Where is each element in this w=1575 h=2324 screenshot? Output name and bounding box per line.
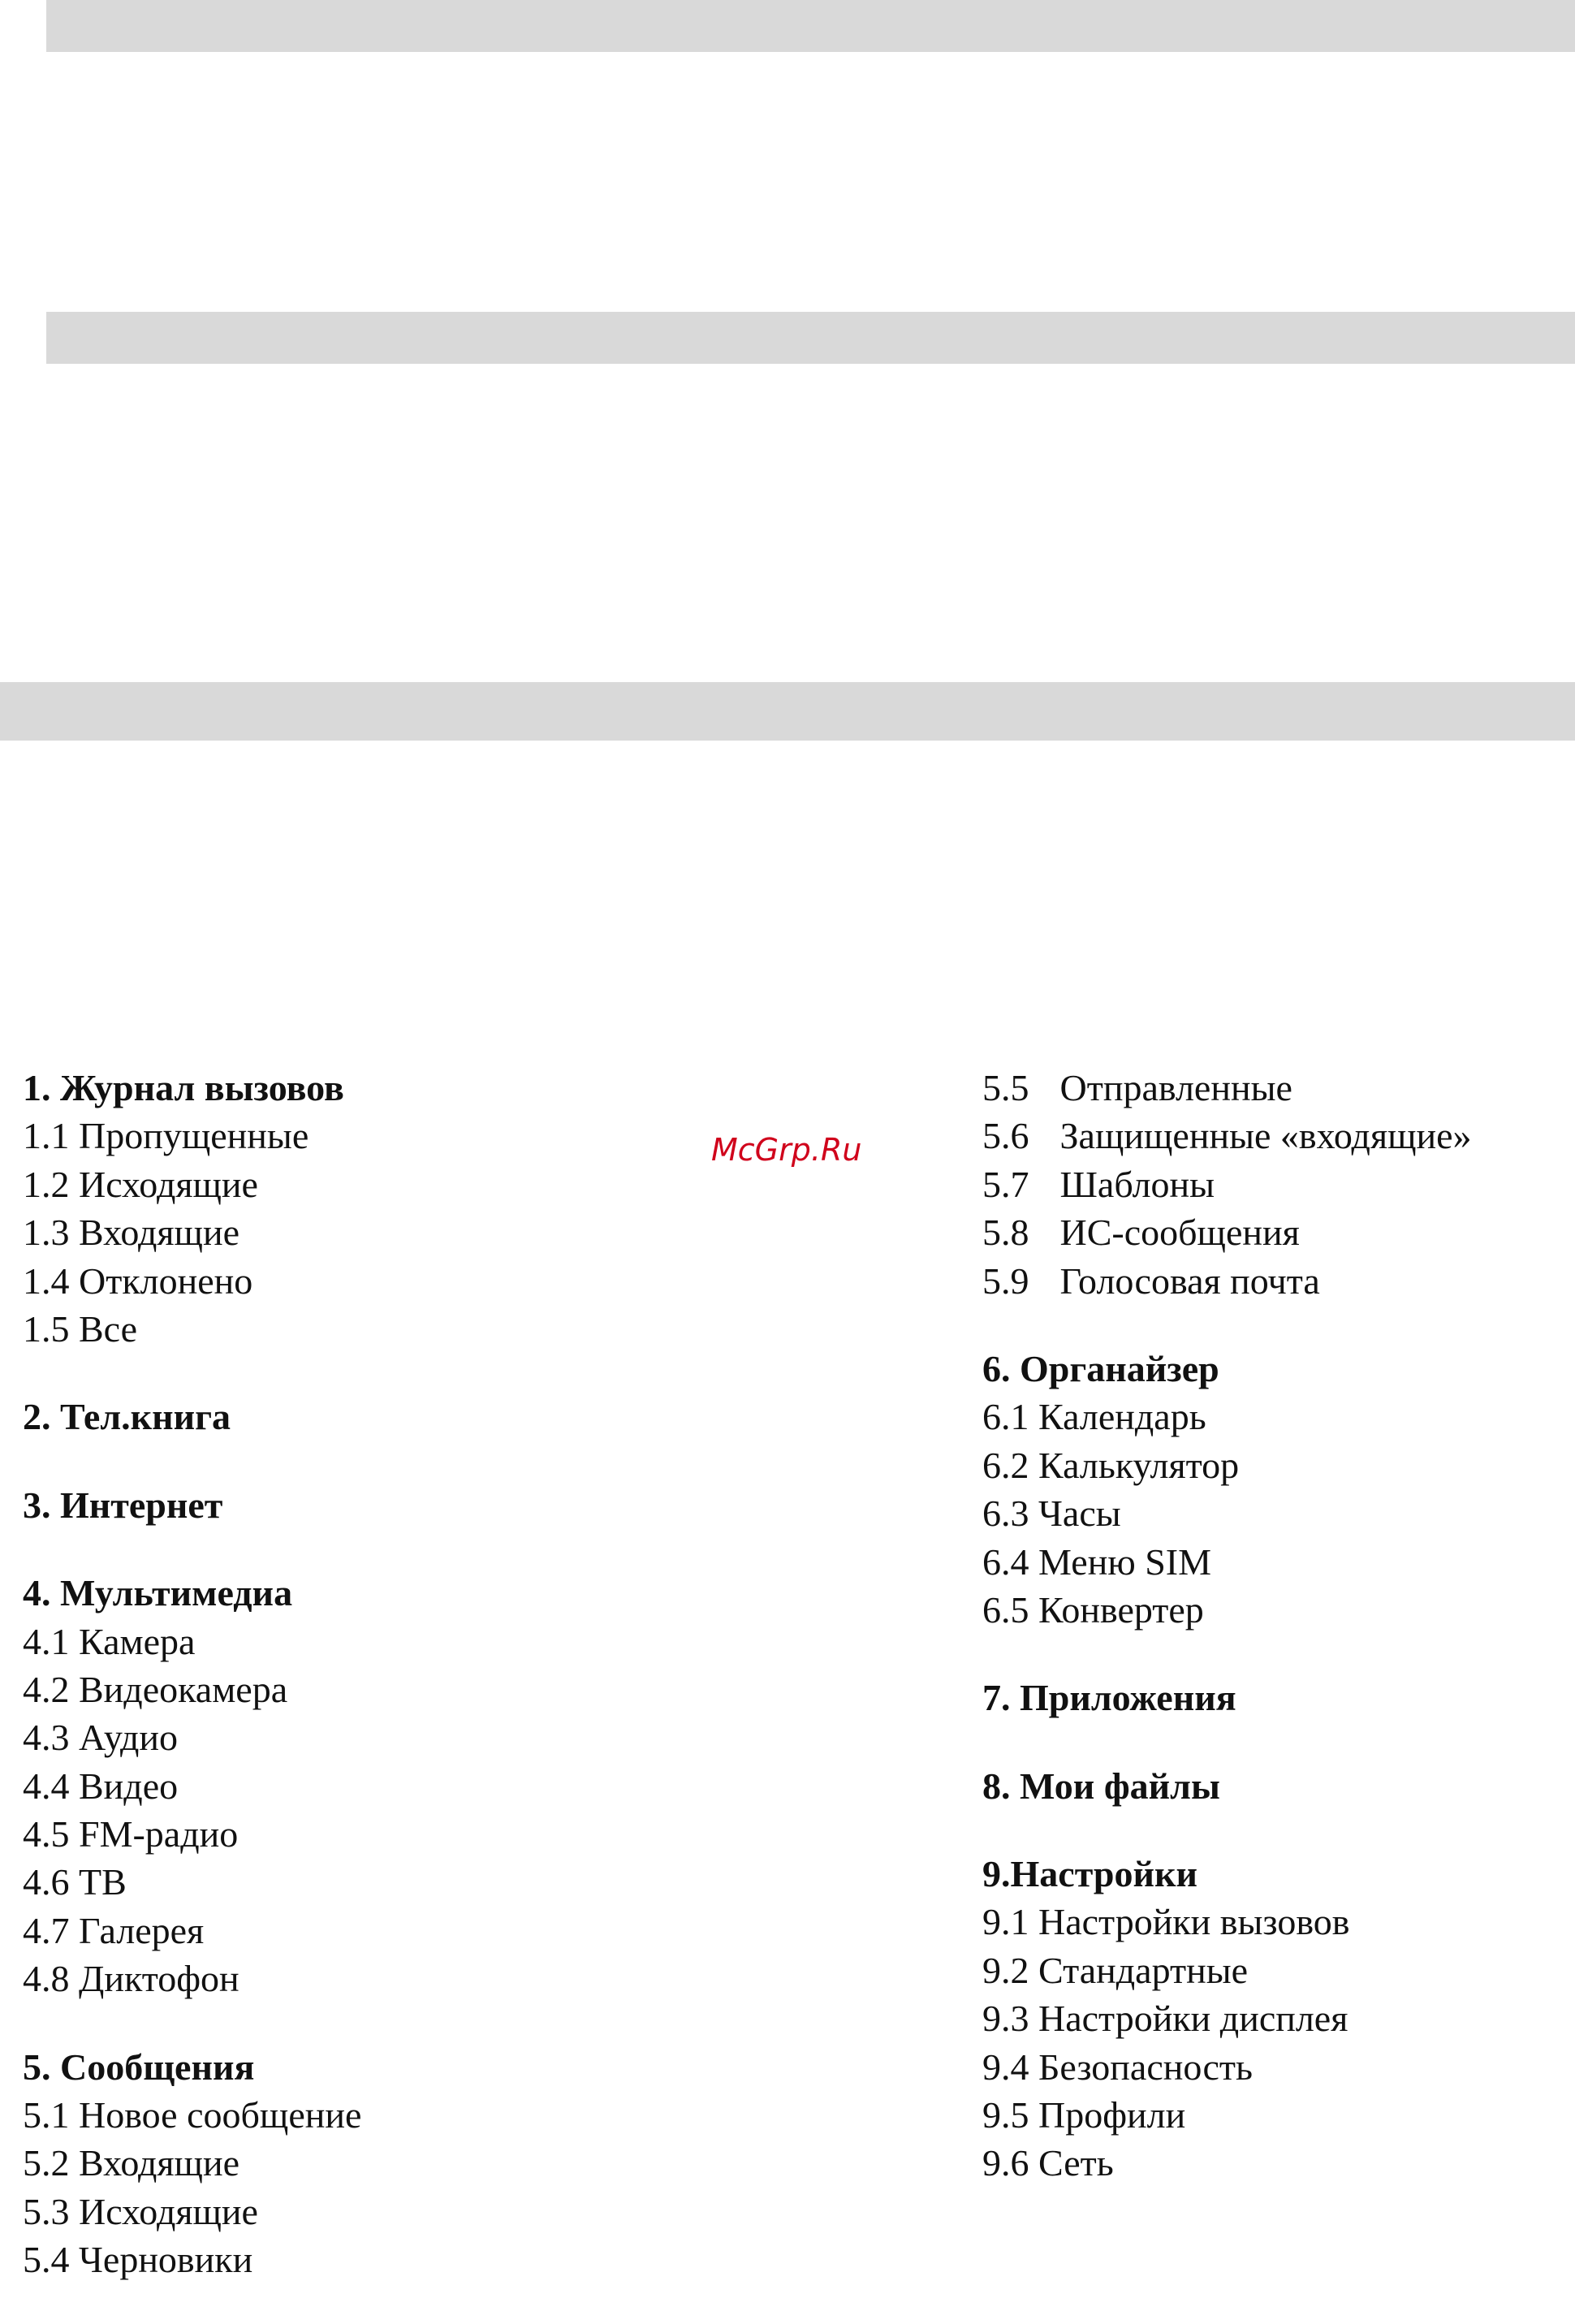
menu-item-label: Сеть	[1038, 2142, 1114, 2184]
menu-item-number: 5.1	[23, 2094, 70, 2136]
menu-item	[982, 1946, 1567, 1994]
menu-section	[982, 1345, 1567, 1634]
menu-item-number: 5.6	[982, 1115, 1029, 1157]
menu-column-left	[23, 1064, 688, 2324]
menu-item-label: Новое сообщение	[79, 2094, 362, 2136]
menu-item	[23, 1907, 688, 1955]
menu-item	[23, 1305, 688, 1353]
menu-item-number: 1.4	[23, 1259, 70, 1302]
menu-item	[982, 1064, 1567, 1112]
menu-item-label: Входящие	[79, 2142, 240, 2184]
menu-item-label: Аудио	[79, 1717, 179, 1759]
menu-item-label: Защищенные «входящие»	[1059, 1115, 1472, 1157]
menu-item-number: 4.8	[23, 1958, 70, 2000]
menu-item-number: 6.4	[982, 1540, 1029, 1583]
menu-section	[982, 1762, 1567, 1810]
menu-item	[23, 2188, 688, 2235]
menu-section-heading: 9.Настройки	[982, 1853, 1197, 1895]
menu-section-heading: 7. Приложения	[982, 1677, 1236, 1719]
menu-item-number: 4.7	[23, 1909, 70, 1951]
menu-item	[23, 1810, 688, 1858]
menu-item-label: Камера	[79, 1620, 196, 1662]
menu-item-number: 5.7	[982, 1163, 1029, 1205]
menu-section-heading: 2. Тел.книга	[23, 1396, 231, 1438]
menu-item-number: 4.4	[23, 1765, 70, 1807]
menu-item	[982, 1441, 1567, 1489]
menu-item-label: Часы	[1038, 1492, 1121, 1535]
menu-item	[23, 2235, 688, 2283]
menu-item-label: Стандартные	[1038, 1949, 1249, 1991]
menu-item	[23, 1955, 688, 2002]
menu-item-number: 1.3	[23, 1212, 70, 1254]
menu-item	[23, 1257, 688, 1305]
menu-item-label: Отклонено	[79, 1259, 253, 1302]
menu-item-number: 4.6	[23, 1861, 70, 1903]
menu-item-label: Исходящие	[79, 1163, 258, 1205]
menu-column-right	[982, 1064, 1567, 2227]
menu-item-label: ТВ	[79, 1861, 127, 1903]
menu-item	[23, 1160, 688, 1208]
menu-section	[23, 2043, 688, 2284]
menu-item-label: Безопасность	[1038, 2045, 1254, 2088]
menu-item-label: Календарь	[1038, 1396, 1206, 1438]
menu-section	[23, 1393, 688, 1441]
menu-item	[982, 2139, 1567, 2187]
menu-item	[982, 1257, 1567, 1305]
menu-item-label: Меню SIM	[1038, 1540, 1211, 1583]
menu-item	[982, 2091, 1567, 2139]
menu-section-heading: 1. Журнал вызовов	[23, 1067, 344, 1108]
gray-band-lower	[0, 682, 1575, 741]
menu-item-label: FM-радио	[79, 1813, 239, 1855]
menu-section-heading: 5. Сообщения	[23, 2045, 255, 2088]
watermark: McGrp.Ru	[711, 1132, 862, 1168]
menu-item-label: Исходящие	[79, 2190, 258, 2232]
menu-item-label: Диктофон	[79, 1958, 239, 2000]
menu-item-label: Видеокамера	[79, 1668, 288, 1710]
menu-section-heading: 6. Органайзер	[982, 1347, 1219, 1389]
menu-item	[982, 1160, 1567, 1208]
menu-item-label: Отправленные	[1059, 1067, 1292, 1108]
menu-item-label: Пропущенные	[79, 1115, 309, 1157]
menu-item-number: 4.2	[23, 1668, 70, 1710]
menu-item-number: 9.6	[982, 2142, 1029, 2184]
menu-item-label: Голосовая почта	[1059, 1259, 1320, 1302]
menu-item-number: 9.2	[982, 1949, 1029, 1991]
menu-item	[982, 1112, 1567, 1160]
menu-item	[23, 2091, 688, 2139]
menu-section-heading: 8. Мои файлы	[982, 1765, 1220, 1807]
menu-item	[23, 1665, 688, 1713]
menu-item-label: Конвертер	[1038, 1588, 1204, 1631]
menu-item	[23, 2139, 688, 2187]
menu-item-label: Входящие	[79, 1212, 240, 1254]
menu-item	[23, 1208, 688, 1256]
menu-item-number: 6.1	[982, 1396, 1029, 1438]
menu-item	[23, 1762, 688, 1810]
menu-item-number: 6.5	[982, 1588, 1029, 1631]
menu-item-label: ИС-сообщения	[1059, 1212, 1300, 1254]
menu-item-label: Черновики	[79, 2239, 253, 2281]
menu-item-number: 6.2	[982, 1444, 1029, 1486]
menu-item	[23, 1112, 688, 1160]
menu-item	[982, 2043, 1567, 2091]
menu-section	[23, 1569, 688, 2003]
menu-item-number: 9.5	[982, 2094, 1029, 2136]
menu-item-label: Настройки вызовов	[1038, 1901, 1350, 1943]
menu-item-number: 1.1	[23, 1115, 70, 1157]
menu-item-label: Профили	[1038, 2094, 1186, 2136]
menu-section-continuation	[982, 1064, 1567, 1305]
menu-section	[982, 1850, 1567, 2188]
menu-item-number: 5.8	[982, 1212, 1029, 1254]
menu-item	[982, 1538, 1567, 1586]
menu-item	[23, 1858, 688, 1906]
menu-item-number: 5.9	[982, 1259, 1029, 1302]
menu-item-number: 1.2	[23, 1163, 70, 1205]
menu-section-heading: 4. Мультимедиа	[23, 1572, 293, 1614]
menu-item-number: 6.3	[982, 1492, 1029, 1535]
menu-item-number: 1.5	[23, 1307, 70, 1350]
menu-item	[982, 1489, 1567, 1537]
menu-section	[23, 1064, 688, 1353]
menu-item-number: 4.5	[23, 1813, 70, 1855]
menu-item-label: Галерея	[79, 1909, 205, 1951]
menu-item-number: 4.3	[23, 1717, 70, 1759]
menu-item-label: Видео	[79, 1765, 179, 1807]
menu-item	[982, 1994, 1567, 2042]
menu-section	[982, 1674, 1567, 1721]
menu-item	[982, 1898, 1567, 1946]
menu-item-number: 9.1	[982, 1901, 1029, 1943]
menu-item-number: 5.3	[23, 2190, 70, 2232]
menu-item	[982, 1586, 1567, 1634]
menu-item	[982, 1393, 1567, 1441]
menu-item	[982, 1208, 1567, 1256]
menu-item-number: 5.4	[23, 2239, 70, 2281]
menu-item-label: Настройки дисплея	[1038, 1998, 1348, 2040]
menu-item-label: Калькулятор	[1038, 1444, 1240, 1486]
menu-item-number: 5.2	[23, 2142, 70, 2184]
menu-item	[23, 1713, 688, 1761]
menu-item-label: Шаблоны	[1059, 1163, 1215, 1205]
menu-item	[23, 1618, 688, 1665]
gray-band-middle	[46, 312, 1575, 364]
menu-section	[23, 1481, 688, 1529]
menu-section-heading: 3. Интернет	[23, 1484, 223, 1526]
menu-item-number: 9.3	[982, 1998, 1029, 2040]
gray-band-top	[46, 0, 1575, 52]
menu-item-number: 4.1	[23, 1620, 70, 1662]
menu-item-number: 9.4	[982, 2045, 1029, 2088]
menu-item-number: 5.5	[982, 1067, 1029, 1108]
menu-item-label: Все	[79, 1307, 138, 1350]
